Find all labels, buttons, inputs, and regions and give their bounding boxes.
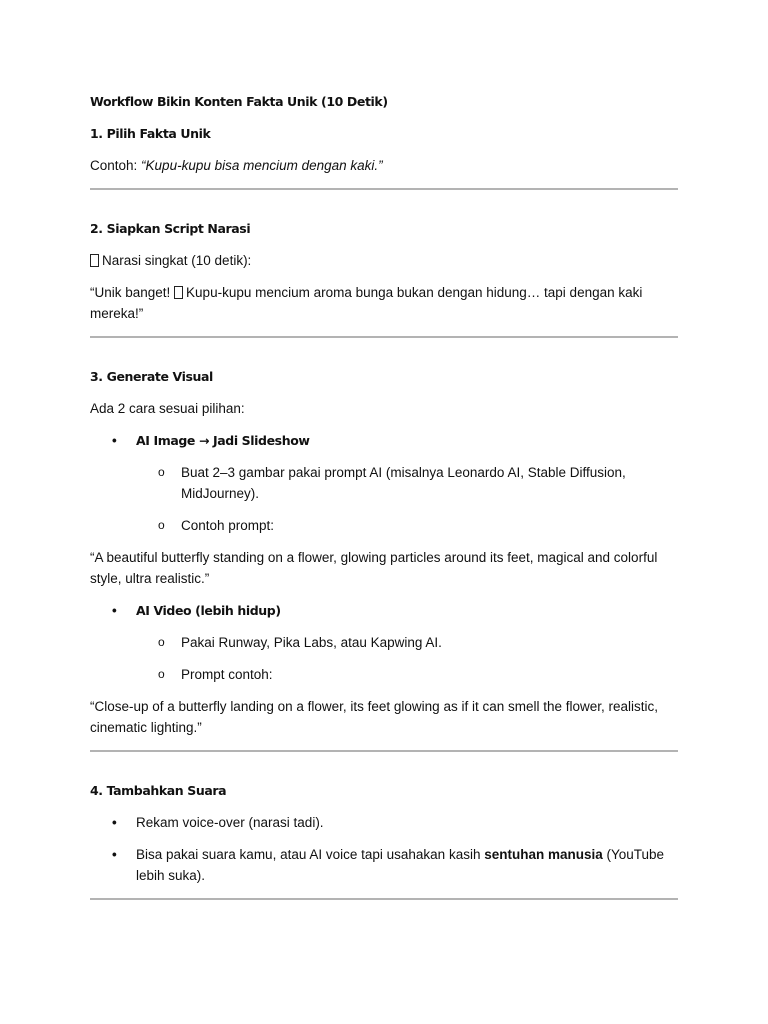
list-item bbox=[90, 664, 678, 685]
section-3-intro: Ada 2 cara sesuai pilihan: bbox=[90, 401, 245, 416]
option-2-prompt: “Close-up of a butterfly landing on a flower, its feet glowing as if it can smell the flower, realistic, cinematic lighting.” bbox=[90, 699, 659, 735]
sub-bullet-icon: o bbox=[158, 465, 165, 479]
section-3-heading: 3. Generate Visual bbox=[90, 369, 213, 384]
list-item bbox=[90, 812, 678, 833]
divider bbox=[90, 750, 678, 752]
option-1-sub-1: Buat 2–3 gambar pakai prompt AI (misalnya Leonardo AI, Stable Diffusion, MidJourney). bbox=[181, 465, 626, 501]
sub-bullet-icon: o bbox=[158, 635, 165, 649]
section-2-heading: 2. Siapkan Script Narasi bbox=[90, 221, 251, 236]
bullet-icon: • bbox=[112, 603, 117, 618]
document-body bbox=[90, 91, 678, 928]
sub-bullet-icon: o bbox=[158, 667, 165, 681]
missing-glyph-icon bbox=[90, 254, 99, 267]
option-1 bbox=[90, 430, 678, 451]
section-4-item-2-pre: Bisa pakai suara kamu, atau AI voice tapi usahakan kasih bbox=[136, 847, 485, 862]
list-item bbox=[90, 632, 678, 653]
option-list bbox=[90, 600, 678, 621]
section-4-item-1: Rekam voice-over (narasi tadi). bbox=[136, 815, 324, 830]
option-list bbox=[90, 430, 678, 451]
narration-label-line bbox=[90, 250, 678, 271]
section-1-example bbox=[90, 155, 678, 176]
divider bbox=[90, 336, 678, 338]
option-1-prompt: “A beautiful butterfly standing on a flower, glowing particles around its feet, magical and colorful style, ultra realistic.” bbox=[90, 550, 658, 586]
option-2-sub-2: Prompt contoh: bbox=[181, 667, 273, 682]
example-label: Contoh: bbox=[90, 158, 142, 173]
sub-bullet-icon: o bbox=[158, 518, 165, 532]
narration-quote-start: “Unik banget! bbox=[90, 285, 175, 300]
bullet-icon: • bbox=[112, 433, 117, 448]
option-2-sublist bbox=[90, 632, 678, 685]
divider bbox=[90, 188, 678, 190]
option-1-sublist bbox=[90, 462, 678, 536]
section-4-heading: 4. Tambahkan Suara bbox=[90, 783, 227, 798]
example-text: “Kupu-kupu bisa mencium dengan kaki.” bbox=[141, 158, 383, 173]
list-item bbox=[90, 462, 678, 504]
missing-glyph-icon bbox=[174, 286, 183, 299]
section-4-item-2-post: (YouTube lebih suka). bbox=[136, 847, 665, 883]
option-2-sub-1: Pakai Runway, Pika Labs, atau Kapwing AI. bbox=[181, 635, 442, 650]
option-1-sub-2: Contoh prompt: bbox=[181, 518, 275, 533]
divider bbox=[90, 898, 678, 900]
narration-quote bbox=[90, 282, 678, 324]
option-1-label: AI Image → Jadi Slideshow bbox=[136, 433, 310, 448]
narration-label: Narasi singkat (10 detik): bbox=[102, 253, 252, 268]
list-item bbox=[90, 515, 678, 536]
option-2-label: AI Video (lebih hidup) bbox=[136, 603, 281, 618]
section-1-heading: 1. Pilih Fakta Unik bbox=[90, 126, 211, 141]
document-title: Workflow Bikin Konten Fakta Unik (10 Detik) bbox=[90, 94, 388, 109]
bullet-icon: • bbox=[112, 815, 117, 830]
section-4-list bbox=[90, 812, 678, 886]
bullet-icon: • bbox=[112, 847, 117, 862]
narration-quote-rest: Kupu-kupu mencium aroma bunga bukan dengan hidung… tapi dengan kaki mereka!” bbox=[90, 285, 643, 321]
list-item bbox=[90, 844, 678, 886]
section-4-item-2-bold: sentuhan manusia bbox=[484, 847, 603, 862]
option-2 bbox=[90, 600, 678, 621]
